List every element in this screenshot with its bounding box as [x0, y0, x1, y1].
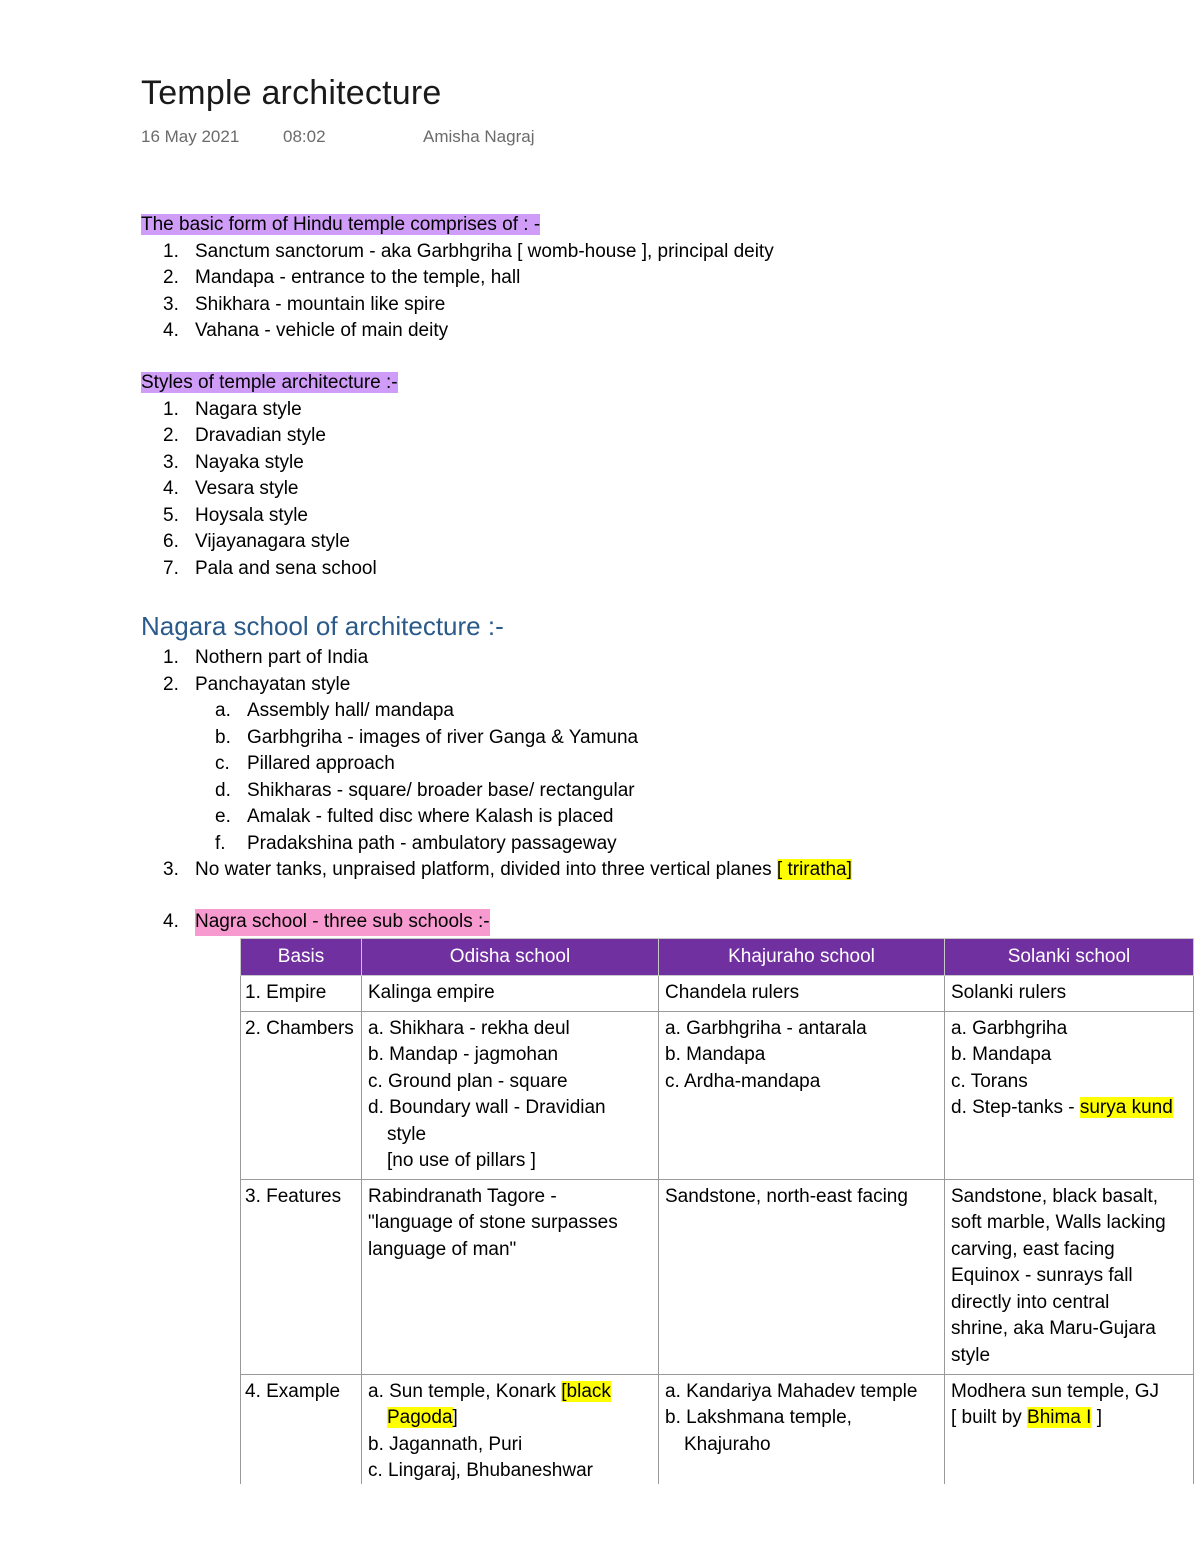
header-odisha: Odisha school — [362, 939, 659, 976]
list-item: 2. Dravadian style — [163, 425, 326, 446]
author-name: Amisha Nagraj — [423, 127, 535, 146]
sub-list-item: c. Pillared approach — [215, 753, 395, 774]
list-item: 4. Vahana - vehicle of main deity — [163, 320, 449, 341]
sub-list-item: f. Pradakshina path - ambulatory passageway — [215, 832, 617, 854]
list-item: 2. Panchayatan style — [163, 673, 351, 695]
styles-heading: Styles of temple architecture :- — [141, 372, 398, 393]
nagara-section — [141, 645, 852, 884]
list-item: 1. Sanctum sanctorum - aka Garbhgriha [ womb-house ], principal deity — [163, 240, 774, 262]
list-item: 7. Pala and sena school — [163, 557, 377, 579]
sub-list-item: b. Garbhgriha - images of river Ganga & Yamuna — [215, 726, 639, 748]
list-item: 4. Nagra school - three sub schools :- — [141, 909, 490, 936]
page-title: Temple architecture — [141, 74, 442, 112]
list-item: 3. Nayaka style — [163, 451, 304, 473]
list-item: 3. Shikhara - mountain like spire — [163, 293, 446, 315]
header-solanki: Solanki school — [945, 939, 1194, 976]
sub-list-item: e. Amalak - fulted disc where Kalash is placed — [215, 806, 614, 827]
list-item: 1. Nagara style — [163, 398, 302, 420]
list-item: 6. Vijayanagara style — [163, 531, 350, 552]
table-row: 1. Empire Kalinga empire Chandela rulers Solanki rulers — [241, 976, 1194, 1012]
nagara-heading: Nagara school of architecture :- — [141, 611, 504, 641]
sub-schools-heading: Nagra school - three sub schools :- — [195, 909, 490, 936]
sub-schools-table — [240, 938, 1194, 1515]
header-basis: Basis — [241, 939, 362, 976]
list-item: 1. Nothern part of India — [163, 647, 369, 668]
list-item: 3. No water tanks, unpraised platform, divided into three vertical planes [ triratha] — [163, 859, 852, 880]
triratha-highlight: [ triratha] — [776, 859, 852, 880]
list-item: 2. Mandapa - entrance to the temple, hall — [163, 267, 521, 288]
date-stamp: 16 May 2021 — [141, 127, 240, 146]
table-row: 2. Chambers a. Shikhara - rekha deul b. Mandap - jagmohan c. Ground plan - square d. Boundary wall - Dravidian style [no use of pillars ] a. Garbhgriha - antarala b. Mandapa c. Ardha-mandapa a. Garbhgriha b. Mandapa c. Torans d. Step-tanks - surya kund — [241, 1011, 1194, 1179]
list-item: 5. Hoysala style — [163, 504, 308, 526]
styles-section — [141, 370, 398, 582]
bhima-highlight: Bhima I — [1027, 1407, 1092, 1428]
table-header-row — [241, 939, 1194, 976]
surya-kund-highlight: surya kund — [1079, 1097, 1173, 1118]
header-khajuraho: Khajuraho school — [659, 939, 945, 976]
table-row: 4. Example a. Sun temple, Konark [black Pagoda] b. Jagannath, Puri c. Lingaraj, Bhubaneshwar a. Kandariya Mahadev temple b. Lakshmana temple, Khajuraho Modhera sun temple, GJ [ built by Bhima I ] — [241, 1374, 1194, 1514]
basic-form-section — [141, 212, 774, 345]
black-pagoda-highlight: Pagoda — [387, 1407, 453, 1428]
sub-list-item: a. Assembly hall/ mandapa — [215, 700, 454, 721]
list-item: 4. Vesara style — [163, 478, 299, 499]
sub-list-item: d. Shikharas - square/ broader base/ rectangular — [215, 779, 635, 801]
time-stamp: 08:02 — [283, 127, 326, 146]
basic-form-heading: The basic form of Hindu temple comprises of : - — [141, 214, 541, 235]
sub-schools-item — [141, 909, 490, 936]
table-row: 3. Features Rabindranath Tagore - "language of stone surpasses language of man" Sandstone, north-east facing Sandstone, black basalt, soft marble, Walls lacking carving, east facing Equinox - sunrays fall directly into central shrine, aka Maru-Gujara style — [241, 1179, 1194, 1374]
page-bottom-margin — [0, 1484, 1200, 1553]
